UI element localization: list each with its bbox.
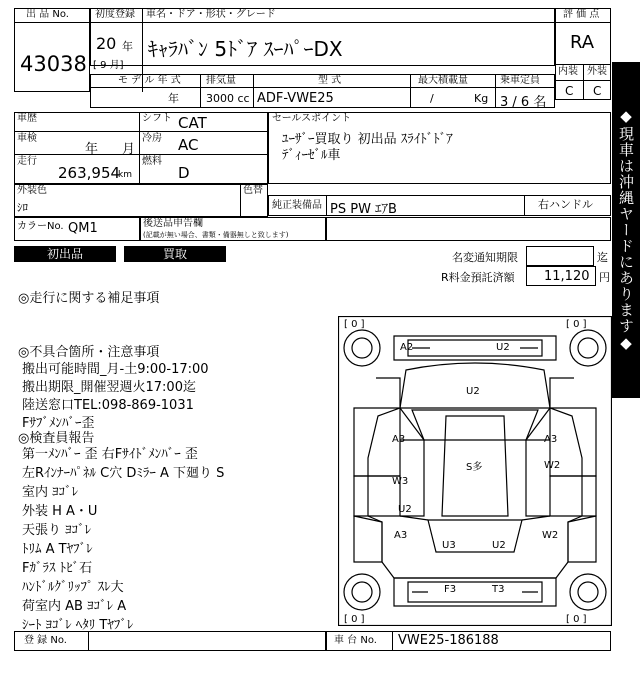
interior-grade: C: [565, 84, 574, 98]
corner-bottom-left: [ 0 ]: [344, 614, 365, 625]
corner-top-left: [ 0 ]: [344, 319, 365, 330]
aftermarket-label: 後送品申告欄: [143, 218, 203, 229]
equipment-value: PS PW ｴｱB: [330, 202, 397, 217]
inspection-year: 年: [85, 142, 99, 157]
recycle-value: 11,120: [544, 269, 590, 284]
inspector-line: 外装 H A・U: [22, 504, 98, 519]
mark-u2-side: U2: [398, 504, 412, 515]
shift-label: シフト: [142, 113, 172, 124]
aftermarket-value-box: [326, 217, 611, 241]
interior-label: 内装: [558, 66, 578, 77]
mark-u2-hood: U2: [466, 386, 480, 397]
inspector-line: ﾊﾝﾄﾞﾙｸﾞﾘｯﾌﾟ ｽﾚ大: [22, 580, 124, 595]
name-label: 車名・ドア・形状・グレード: [146, 9, 276, 20]
ext-color-value: ｼﾛ: [17, 201, 28, 214]
mileage-value: 263,954: [58, 164, 121, 182]
displacement-label: 排気量: [206, 75, 236, 86]
details-left: [14, 112, 268, 184]
defect-line: Fｻﾌﾞﾒﾝﾊﾞｰ歪: [22, 416, 95, 431]
defect-line: 陸送窓口TEL:098-869-1031: [22, 398, 194, 413]
first-listing-badge: 初出品: [14, 246, 116, 262]
defect-line: 搬出期限_開催翌週火17:00迄: [22, 380, 196, 395]
lot-label: 出 品 No.: [26, 9, 69, 20]
purchase-badge: 買取: [124, 246, 226, 262]
inspector-line: 左Rｲﾝﾅｰﾊﾟﾈﾙ C穴 Dﾐﾗｰ A 下廻り S: [22, 466, 225, 481]
inspector-line: Fｶﾞﾗｽ ﾄﾋﾞ石: [22, 561, 93, 576]
defects-title: ◎不具合箇所・注意事項: [18, 345, 160, 360]
ext-color-label: 外装色: [17, 185, 47, 196]
inspector-line: ﾄﾘﾑ A Tﾔﾌﾞﾚ: [22, 542, 93, 557]
model-value: ADF-VWE25: [257, 91, 334, 106]
inspector-title: ◎検査員報告: [18, 431, 95, 446]
mark-f3: F3: [444, 584, 457, 595]
fuel-label: 燃料: [142, 156, 162, 167]
exterior-grade: C: [593, 84, 602, 98]
aftermarket-note: (記載が無い場合、書類・備器無しと致します): [143, 231, 289, 239]
first-reg-year: 20: [96, 34, 117, 53]
mileage-unit: km: [118, 170, 132, 180]
color-no-value: QM1: [68, 221, 98, 236]
sales-point-label: セールスポイント: [272, 113, 352, 124]
mark-u2-rear: U2: [492, 540, 506, 551]
chassis-label: 車 台 No.: [334, 635, 377, 646]
corner-bottom-right: [ 0 ]: [566, 614, 587, 625]
mark-a3-left: A3: [392, 434, 406, 445]
notice-deadline-label: 名変通知期限: [452, 251, 518, 264]
recycle-unit: 円: [599, 271, 610, 284]
notice-deadline-unit: 迄: [597, 251, 608, 264]
model-year-unit: 年: [168, 92, 179, 105]
mark-w2-low: W2: [542, 530, 559, 541]
first-reg-year-unit: 年: [122, 40, 133, 53]
mark-a2: A2: [400, 342, 414, 353]
color-change-label: 色替: [243, 185, 263, 196]
first-reg-month: [ 9 月]: [93, 60, 124, 71]
ac-value: AC: [178, 136, 199, 154]
max-load-label: 最大積載量: [418, 75, 468, 86]
notice-deadline-box: [526, 246, 594, 266]
model-label: 型 式: [318, 75, 342, 86]
inspection-label: 車検: [17, 133, 37, 144]
mark-u2-top: U2: [496, 342, 510, 353]
supplement-title: ◎走行に関する補足事項: [18, 291, 160, 306]
corner-top-right: [ 0 ]: [566, 319, 587, 330]
equipment-label: 純正装備品: [272, 200, 322, 211]
mark-a3-low-left: A3: [394, 530, 408, 541]
first-reg-label: 初度登録: [95, 9, 135, 20]
sales-point-2: ﾃﾞｨｰｾﾞﾙ車: [282, 148, 341, 163]
ac-label: 冷房: [142, 133, 162, 144]
car-name: ｷｬﾗﾊﾞﾝ 5ﾄﾞｱ ｽｰﾊﾟｰDX: [148, 37, 343, 61]
car-damage-diagram: [338, 316, 612, 626]
history-label: 車歴: [17, 113, 37, 124]
capacity-label: 乗車定員: [500, 75, 540, 86]
inspector-line: 荷室内 AB ﾖｺﾞﾚ A: [22, 599, 127, 614]
fuel-value: D: [178, 164, 190, 182]
exterior-label: 外装: [587, 66, 607, 77]
defect-line: 搬出可能時間_月-土9:00-17:00: [22, 362, 209, 377]
inspector-line: 室内 ﾖｺﾞﾚ: [22, 485, 79, 500]
capacity-value: 3 / 6 名: [500, 95, 547, 110]
inspector-line: 第一ﾒﾝﾊﾞｰ 歪 右Fｻｲﾄﾞﾒﾝﾊﾞｰ 歪: [22, 447, 198, 462]
mark-t3: T3: [492, 584, 505, 595]
max-load-value: /: [430, 92, 434, 105]
color-no-label: カラーNo.: [17, 221, 64, 232]
displacement-value: 3000 cc: [206, 92, 250, 105]
mark-u3: U3: [442, 540, 456, 551]
chassis-value: VWE25-186188: [398, 633, 499, 648]
mileage-label: 走行: [17, 156, 37, 167]
lot-number: 43038: [20, 52, 87, 76]
inspector-line: ｼｰﾄ ﾖｺﾞﾚ ﾍﾀﾘ Tﾔﾌﾞﾚ: [22, 618, 134, 633]
yard-location-banner: ◆現車は沖縄ヤードにあります◆: [612, 62, 640, 398]
mark-s: S多: [466, 462, 483, 473]
max-load-unit: Kg: [474, 92, 489, 105]
mark-w2: W2: [544, 460, 561, 471]
inspector-line: 天張り ﾖｺﾞﾚ: [22, 523, 92, 538]
inspection-month: 月: [122, 142, 136, 157]
recycle-label: R料金預託済額: [441, 271, 515, 284]
model-year-label: モ デ ル 年 式: [118, 75, 181, 86]
grade-label: 評 価 点: [563, 9, 600, 20]
color-row: [14, 184, 268, 217]
mark-a3-right: A3: [544, 434, 558, 445]
sales-point-1: ﾕｰｻﾞｰ買取り 初出品 ｽﾗｲﾄﾞﾄﾞｱ: [282, 132, 453, 147]
shift-value: CAT: [178, 114, 207, 132]
grade-value: RA: [570, 32, 595, 53]
mark-w3: W3: [392, 476, 409, 487]
reg-no-label: 登 録 No.: [24, 635, 67, 646]
handle-value: 右ハンドル: [538, 198, 593, 211]
